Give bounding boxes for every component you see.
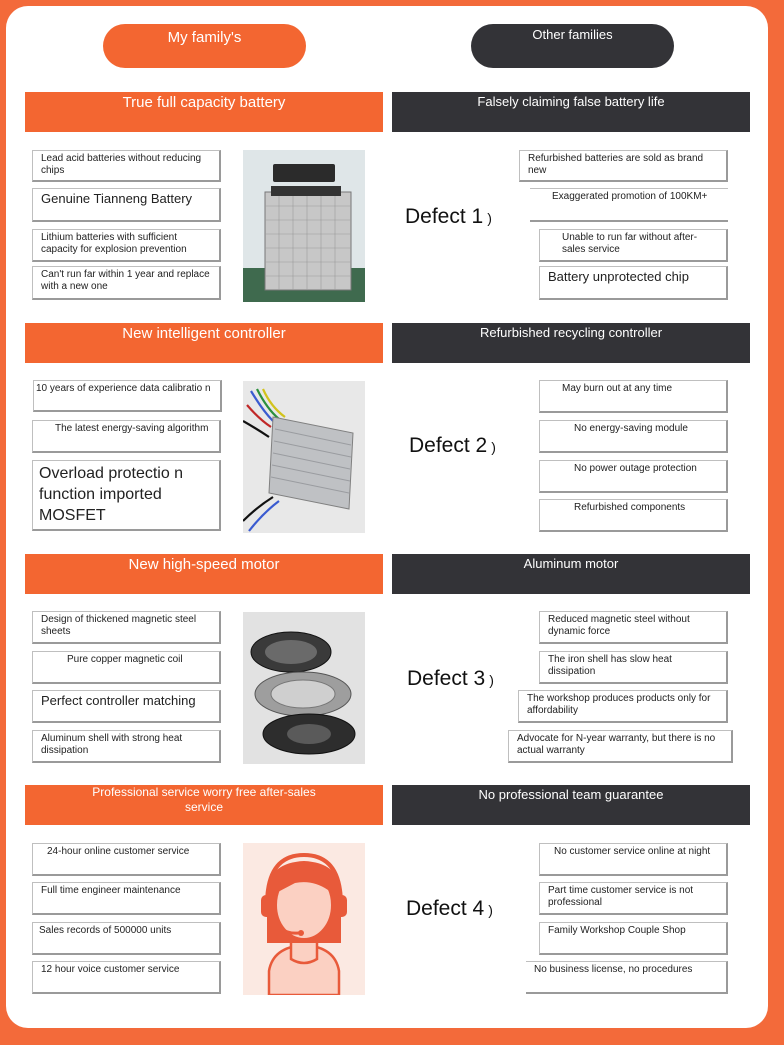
service-mine-item: Full time engineer maintenance — [32, 882, 221, 915]
section-service-other-title: No professional team guarantee — [392, 785, 750, 825]
defect-3-text: Defect 3 — [407, 667, 486, 690]
motor-icon — [243, 612, 365, 764]
motor-mine-item: Design of thickened magnetic steel sheets — [32, 611, 221, 644]
battery-other-item: Refurbished batteries are sold as brand new — [519, 150, 728, 182]
battery-mine-item: Can't run far within 1 year and replace with a new one — [32, 266, 221, 300]
service-other-item: Family Workshop Couple Shop — [539, 922, 728, 955]
section-service-mine-title: Professional service worry free after-sales service — [25, 785, 383, 825]
motor-other-item: The workshop produces products only for affordability — [518, 690, 728, 723]
controller-mine-item: Overload protectio n function imported MOSFET — [32, 460, 221, 531]
controller-other-item: May burn out at any time — [539, 380, 728, 413]
motor-mine-item: Pure copper magnetic coil — [32, 651, 221, 684]
controller-other-item: Refurbished components — [539, 499, 728, 532]
controller-photo — [243, 381, 365, 533]
controller-other-item: No energy-saving module — [539, 420, 728, 453]
defect-label: Defect 4 ) — [406, 897, 493, 920]
battery-other-item: Battery unprotected chip — [539, 266, 728, 300]
battery-mine-item: Genuine Tianneng Battery — [32, 188, 221, 222]
section-motor-other-title: Aluminum motor — [392, 554, 750, 594]
service-mine-item: 24-hour online customer service — [32, 843, 221, 876]
battery-mine-item: Lithium batteries with sufficient capacity for explosion prevention — [32, 229, 221, 262]
defect-label: Defect 1 ) — [405, 205, 492, 228]
defect-1-text: Defect 1 — [405, 205, 484, 228]
service-other-item: Part time customer service is not professional — [539, 882, 728, 915]
defect-label: Defect 3 ) — [407, 667, 494, 690]
headset-agent-icon — [243, 843, 365, 995]
battery-pack-icon — [243, 150, 365, 302]
motor-mine-item: Aluminum shell with strong heat dissipation — [32, 730, 221, 763]
battery-mine-item: Lead acid batteries without reducing chips — [32, 150, 221, 182]
battery-photo — [243, 150, 365, 302]
my-family-tab[interactable]: My family's — [103, 24, 306, 68]
defect-4-text: Defect 4 — [406, 897, 485, 920]
section-battery-mine-title: True full capacity battery — [25, 92, 383, 132]
other-families-tab[interactable]: Other families — [471, 24, 674, 68]
motor-other-item: The iron shell has slow heat dissipation — [539, 651, 728, 684]
motor-other-item: Advocate for N-year warranty, but there is no actual warranty — [508, 730, 733, 763]
controller-mine-item: The latest energy-saving algorithm — [32, 420, 221, 453]
motor-mine-item: Perfect controller matching — [32, 690, 221, 723]
defect-2-text: Defect 2 — [409, 434, 488, 457]
controller-other-item: No power outage protection — [539, 460, 728, 493]
section-controller-mine-title: New intelligent controller — [25, 323, 383, 363]
motor-photo — [243, 612, 365, 764]
service-other-item: No business license, no procedures — [526, 961, 728, 994]
motor-other-item: Reduced magnetic steel without dynamic force — [539, 611, 728, 644]
section-battery-other-title: Falsely claiming false battery life — [392, 92, 750, 132]
battery-other-item: Unable to run far without after-sales service — [539, 229, 728, 262]
section-controller-other-title: Refurbished recycling controller — [392, 323, 750, 363]
battery-other-item: Exaggerated promotion of 100KM+ — [530, 188, 728, 222]
service-other-item: No customer service online at night — [539, 843, 728, 876]
section-motor-mine-title: New high-speed motor — [25, 554, 383, 594]
service-mine-item: 12 hour voice customer service — [32, 961, 221, 994]
service-photo — [243, 843, 365, 995]
service-mine-item: Sales records of 500000 units — [32, 922, 221, 955]
controller-icon — [243, 381, 365, 533]
defect-label: Defect 2 ) — [409, 434, 496, 457]
controller-mine-item: 10 years of experience data calibratio n — [33, 380, 222, 412]
